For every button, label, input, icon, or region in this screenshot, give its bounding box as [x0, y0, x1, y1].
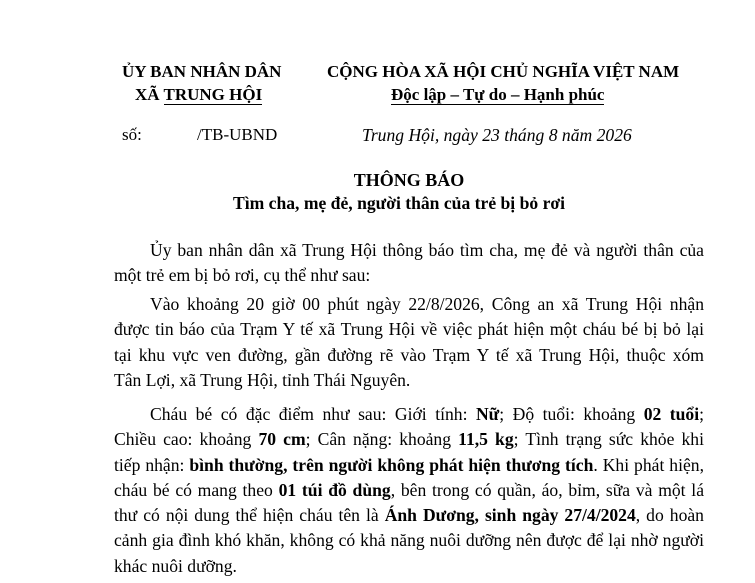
- para2-line2: được tin báo của Trạm Y tế xã Trung Hội về việc phát hiện một cháu bé bị bỏ lại: [114, 319, 704, 340]
- nation-motto: [391, 85, 604, 105]
- document-number-code: /TB-UBND: [197, 125, 278, 144]
- child-name-value: Ánh Dương, sinh ngày 27/4/2024: [384, 505, 636, 526]
- agency-name-line2: [135, 85, 262, 105]
- belongings-value: 01 túi đồ dùng: [278, 479, 391, 500]
- notice-title: THÔNG BÁO: [353, 170, 465, 190]
- paragraph-intro: [114, 238, 704, 289]
- weight-value: 11,5 kg: [458, 429, 514, 450]
- paragraph-characteristics: [114, 402, 704, 579]
- agency-commune-name: TRUNG HỘI: [163, 85, 263, 104]
- health-status-value: bình thường, trên người không phát hiện thương tích: [189, 454, 594, 475]
- paragraph-discovery: [114, 292, 704, 393]
- para3-line6: cảnh gia đình khó khăn, không có khả năng nuôi dưỡng nên được để lại nhờ người: [114, 530, 704, 551]
- para2-line1: Vào khoảng 20 giờ 00 phút ngày 22/8/2026, Công an xã Trung Hội nhận: [150, 294, 704, 314]
- para3-line7: khác nuôi dưỡng.: [114, 555, 237, 576]
- height-value: 70 cm: [258, 429, 306, 450]
- para1-line2: một trẻ em bị bỏ rơi, cụ thể như sau:: [114, 265, 371, 286]
- nation-motto-text: Độc lập – Tự do – Hạnh phúc: [391, 85, 605, 104]
- para2-line3: tại khu vực ven đường, gần đường rẽ vào Trạm Y tế xã Trung Hội, thuộc xóm: [114, 344, 704, 365]
- para3-line1: Cháu bé có đặc điểm như sau: Giới tính: Nữ; Độ tuổi: khoảng 02 tuổi;: [150, 404, 705, 424]
- para3-line5: thư có nội dung thể hiện cháu tên là Ánh Dương, sinh ngày 27/4/2024, do hoàn: [114, 505, 704, 526]
- notice-subtitle: Tìm cha, mẹ đẻ, người thân của trẻ bị bỏ rơi: [232, 193, 566, 213]
- gender-value: Nữ: [475, 404, 500, 424]
- agency-name-line1: ỦY BAN NHÂN DÂN: [122, 62, 282, 81]
- document-number-label: số:: [122, 125, 142, 144]
- agency-prefix: XÃ: [135, 85, 164, 104]
- para3-line2: Chiều cao: khoảng 70 cm; Cân nặng: khoảng 11,5 kg; Tình trạng sức khỏe khi: [114, 429, 704, 450]
- para1-line1: Ủy ban nhân dân xã Trung Hội thông báo tìm cha, mẹ đẻ và người thân của: [150, 240, 704, 260]
- nation-title: CỘNG HÒA XÃ HỘI CHỦ NGHĨA VIỆT NAM: [327, 62, 680, 81]
- place-date: Trung Hội, ngày 23 tháng 8 năm 2026: [362, 125, 632, 145]
- age-value: 02 tuổi: [643, 404, 700, 424]
- para3-line4: cháu bé có mang theo 01 túi đồ dùng, bên trong có quần, áo, bỉm, sữa và một lá: [114, 479, 705, 500]
- para3-line3: tiếp nhận: bình thường, trên người không phát hiện thương tích. Khi phát hiện,: [114, 454, 704, 475]
- para2-line4: Tân Lợi, xã Trung Hội, tỉnh Thái Nguyên.: [114, 369, 411, 390]
